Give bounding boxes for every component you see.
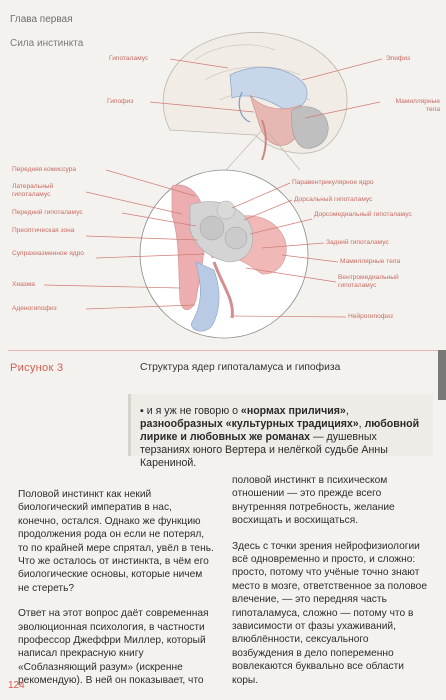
- chapter-title: Глава первая: [10, 14, 73, 25]
- page-edge-bar: [438, 350, 446, 400]
- left-paragraph-1: Половой инстинкт как некий биологический императив в нас, конечно, остался. Однако же функцию продолжения рода он если не потерял, то по крайней мере спрятал, увёл в тень. Что же осталось от инстинкта, в чём его биологические основы, которые ничем не стереть?: [18, 489, 214, 594]
- label-suprachiasmatic-nucleus: Супрахиазменное ядро: [12, 250, 84, 257]
- chapter-subtitle: Сила инстинкта: [10, 38, 84, 49]
- zoom-circle: [140, 170, 308, 338]
- label-dorsomedial-hypothalamus: Дорсомедиальный гипоталамус: [314, 211, 412, 218]
- left-column: [18, 488, 214, 700]
- label-chiasm: Хиазма: [12, 281, 35, 288]
- label-anterior-commissure: Передняя комиссура: [12, 166, 77, 173]
- label-ventromedial-hypothalamus: Вентромедиальный гипоталамус: [338, 274, 399, 289]
- quote-bullet-icon: ▪: [140, 405, 147, 417]
- label-adenohypophysis: Аденогипофиз: [12, 305, 57, 312]
- right-column: [232, 474, 432, 699]
- label-paraventricular-nucleus: Паравентрикулярное ядро: [292, 179, 374, 186]
- quote-tail: — душевных терзаниях юного Вертера и нелёгкой судьбе Анны Карениной.: [140, 431, 388, 469]
- label-pituitary: Гипофиз: [107, 98, 134, 105]
- quote-sep-1: ,: [345, 405, 349, 417]
- right-paragraph-1: половой инстинкт в психическом отношении — это прежде всего внутренняя потребность, желание восхищать и восхищаться.: [232, 475, 395, 527]
- quote-bold-2: разнообразных «культурных традициях»: [140, 418, 359, 430]
- quote-bold-1: «нормах приличия»: [240, 405, 346, 417]
- quote-sep-2: ,: [358, 418, 365, 430]
- label-anterior-hypothalamus: Передний гипоталамус: [12, 209, 83, 216]
- quote-intro: и я уж не говорю о: [146, 405, 241, 417]
- label-mammillary-bodies-top: Мамиллярные тела: [395, 98, 440, 113]
- figure-label: Рисунок 3: [10, 362, 64, 374]
- label-neurohypophysis: Нейрогипофиз: [348, 313, 393, 320]
- figure-divider: [8, 350, 438, 351]
- brain-sketch: [163, 32, 347, 160]
- figure-caption: Структура ядер гипоталамуса и гипофиза: [140, 362, 341, 373]
- left-paragraph-2: Ответ на этот вопрос даёт современная эволюционная психология, в частности профессор Джеффри Миллер, который написал прекрасную книгу «Соблазняющий разум» (искренне рекомендую). В ней он показывает, что: [18, 608, 209, 687]
- label-hypothalamus: Гипоталамус: [109, 55, 149, 62]
- label-mammillary-bodies: Мамиллярные тела: [340, 258, 401, 265]
- label-posterior-hypothalamus: Задний гипоталамус: [326, 239, 389, 246]
- label-dorsal-hypothalamus: Дорсальный гипоталамус: [294, 196, 373, 203]
- label-preoptic-zone: Преоптическая зона: [12, 227, 75, 234]
- quote-bold-3: любовной лирике и любовных же романах: [140, 418, 420, 443]
- label-pineal: Эпифиз: [386, 55, 411, 62]
- page-number: 124: [8, 680, 25, 691]
- label-lateral-hypothalamus: Латеральный гипоталамус: [12, 183, 54, 198]
- quote-text: [140, 405, 425, 470]
- right-paragraph-2: Здесь с точки зрения нейрофизиологии всё одновременно и просто, и сложно: просто, потому что учёные точно знают место в мозге, ответственное за половое влечение, — это передняя часть гипоталамуса, сложно — потому что в зависимости от фазы ухаживаний, влюблённости, сексуального возбуждения в дело попеременно вовлекаются буквально все области коры.: [232, 540, 427, 686]
